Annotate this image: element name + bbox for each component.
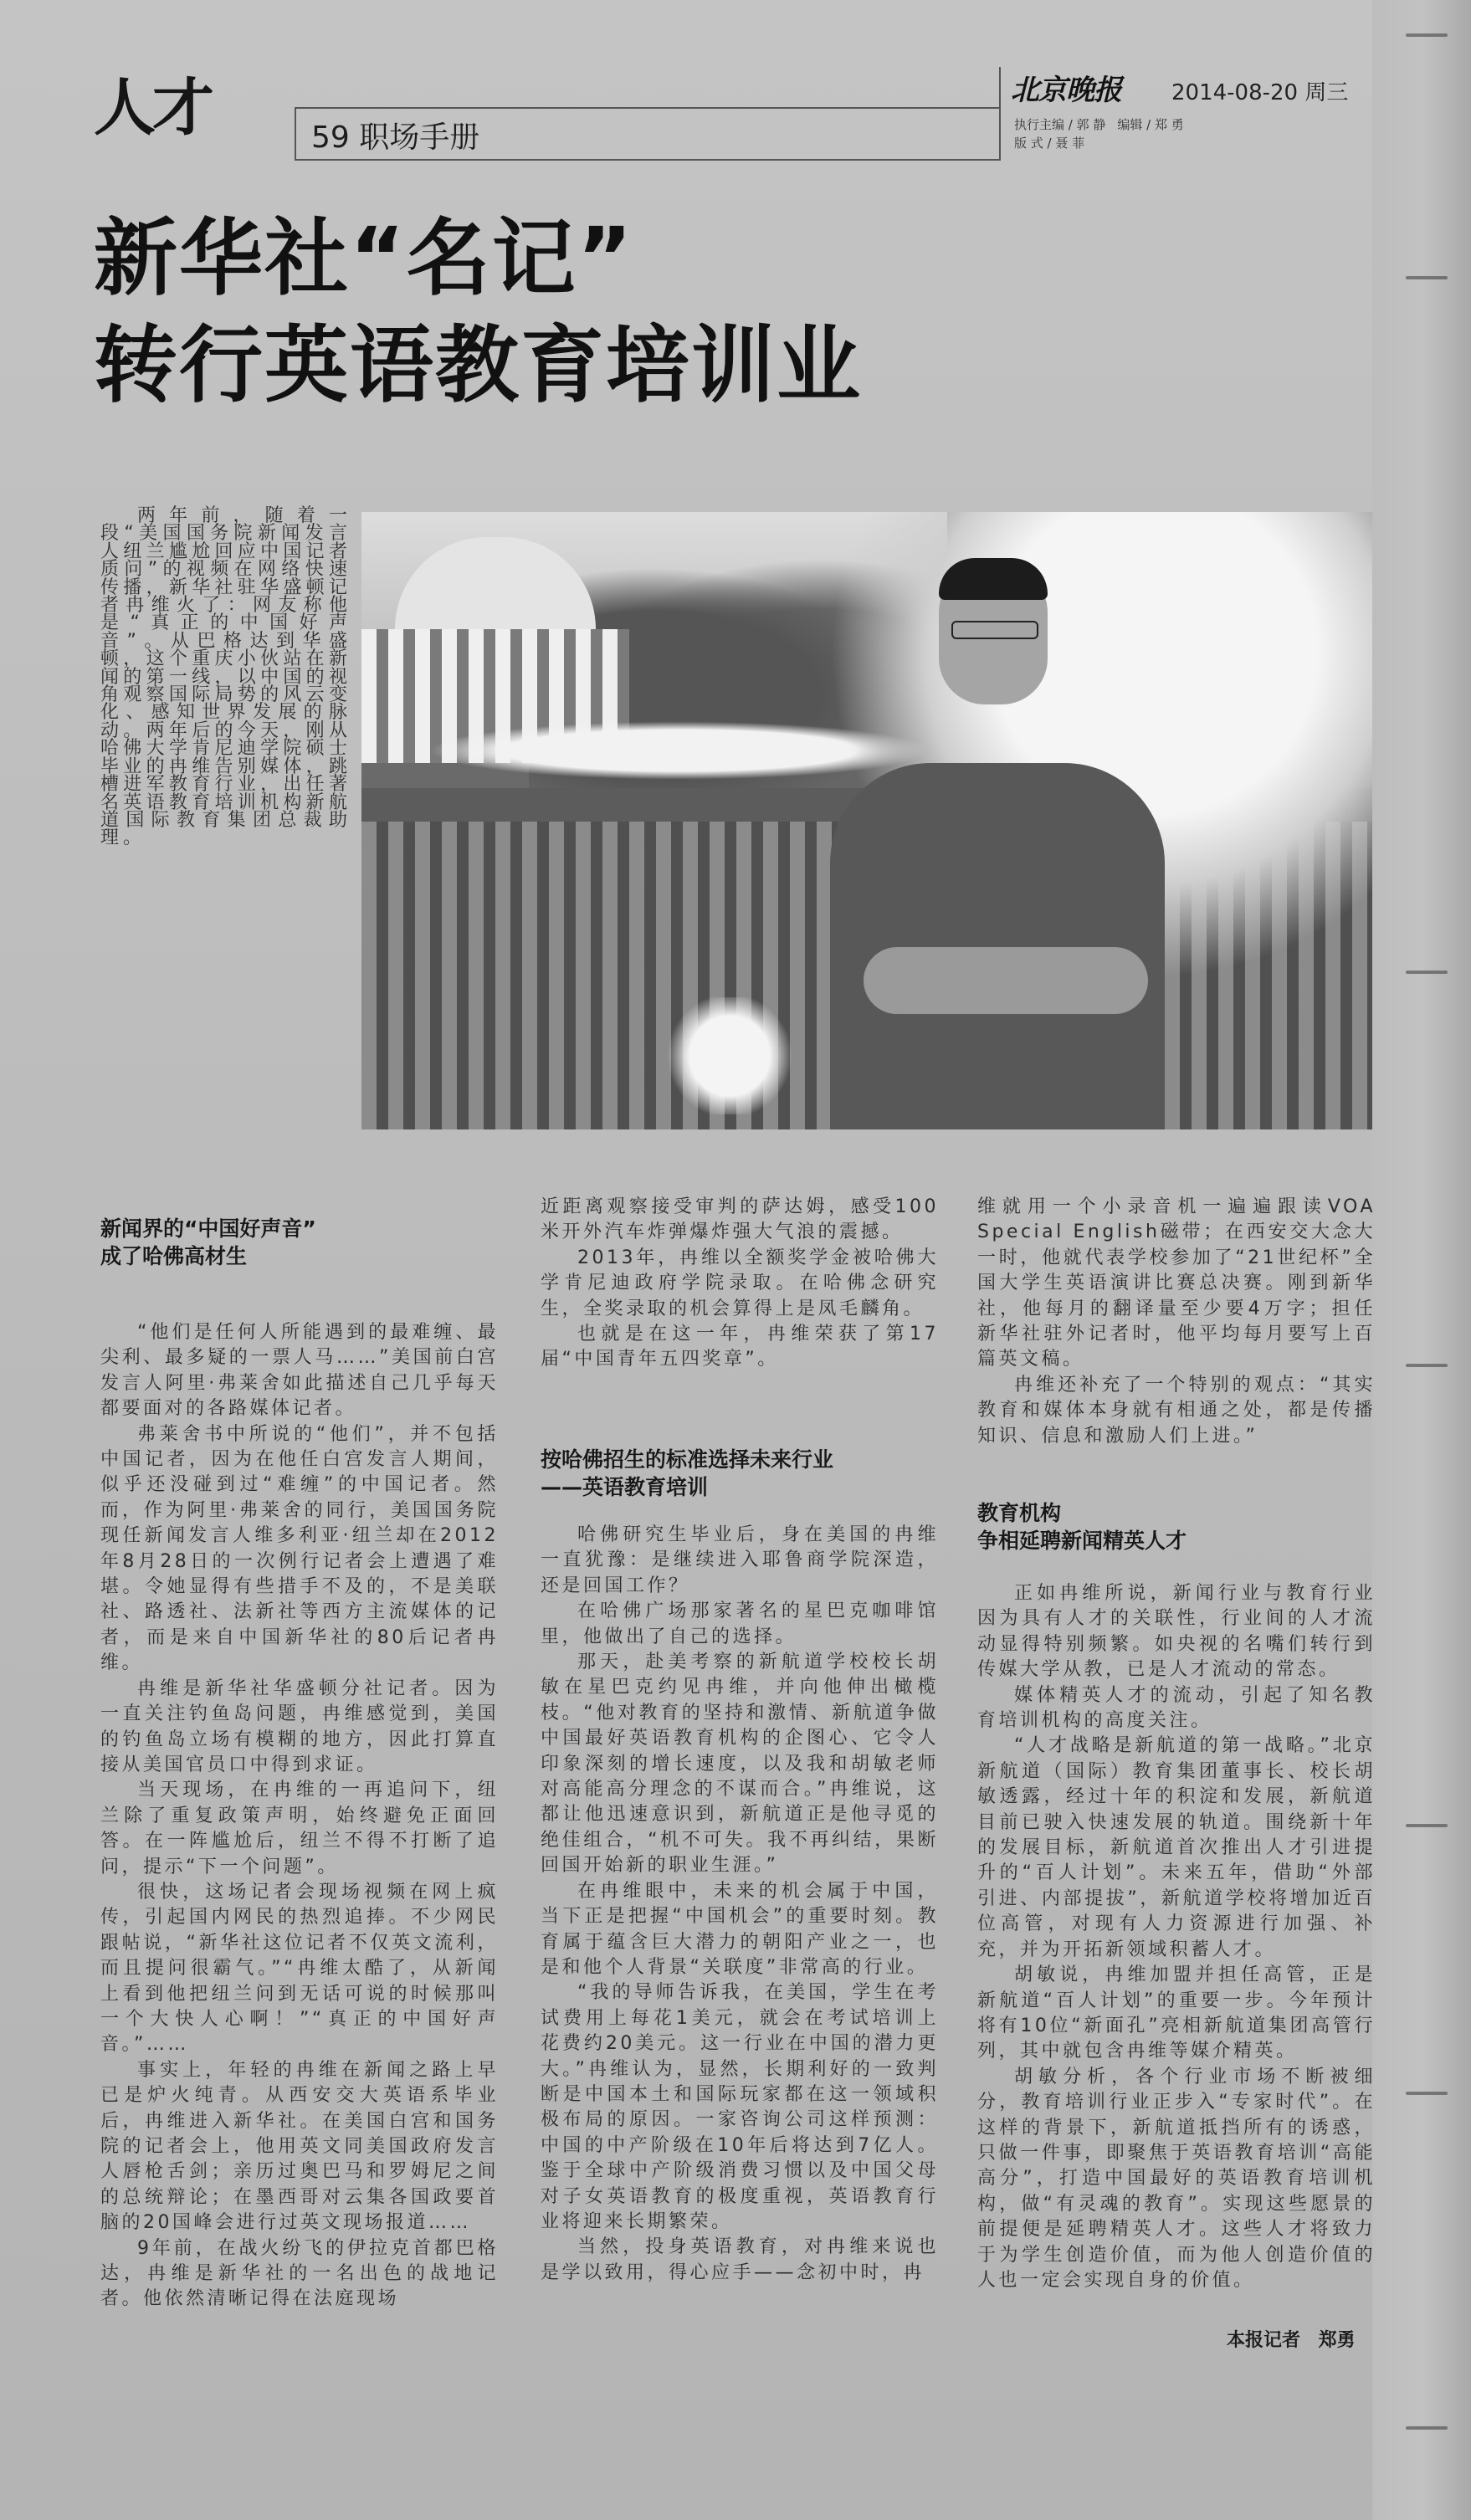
edge-mark [1406, 2092, 1448, 2095]
edge-mark [1406, 1824, 1448, 1827]
page-edge [1372, 0, 1471, 2520]
person-polo-shirt [830, 763, 1165, 1129]
column-2-top [541, 1195, 939, 1373]
edge-mark [1406, 971, 1448, 974]
headline-line-2: 转行英语教育培训业 [94, 316, 862, 414]
edge-mark [1406, 2426, 1448, 2430]
column-2-body [541, 1523, 939, 2286]
edge-mark [1406, 33, 1448, 37]
credit-layout: 版 式 / 聂 菲 [1014, 136, 1085, 151]
paragraph: 那天，赴美考察的新航道学校校长胡敏在星巴克约见冉维，并向他伸出橄榄枝。“他对教育的坚持和激情、新航道争做中国最好英语教育机构的企图心、它令人印象深刻的增长速度，以及我和胡敏老师对高能高分理念的不谋而合。”冉维说，这都让他迅速意识到，新航道正是他寻觅的绝佳组合，“机不可失。我不再纠结，果断回国开始新的职业生涯。” [541, 1652, 939, 1877]
paragraph: 哈佛研究生毕业后，身在美国的冉维一直犹豫：是继续进入耶鲁商学院深造，还是回国工作？ [541, 1524, 939, 1596]
subheading-3-line-2: 争相延聘新闻精英人才 [977, 1529, 1187, 1553]
paragraph-continued: 近距离观察接受审判的萨达姆，感受100米开外汽车炸弹爆炸强大气浪的震撼。 [541, 1196, 939, 1243]
paragraph: 胡敏说，冉维加盟并担任高管，正是新航道“百人计划”的重要一步。今年预计将有10位“新面孔”亮相新航道集团高管行列，其中就包含冉维等媒介精英。 [977, 1964, 1376, 2062]
section-name: 人才 [94, 72, 211, 144]
lead-paragraph: 两年前，随着一段“美国国务院新闻发言人纽兰尴尬回应中国记者质问”的视频在网络快速传播，新华社驻华盛顿记者冉维火了：网友称他是“真正的中国好声音”。从巴格达到华盛顿，这个重庆小伙站在新闻的第一线，以中国的视角观察国际局势的风云变化、感知世界发展的脉动。两年后的今天，刚从哈佛大学肯尼迪学院硕士毕业的冉维告别媒体，跳槽进军教育行业，出任著名英语教育培训机构新航道国际教育集团总裁助理。 [100, 505, 351, 849]
paragraph: “人才战略是新航道的第一战略。”北京新航道（国际）教育集团董事长、校长胡敏透露，经过十年的积淀和发展，新航道目前已驶入快速发展的轨道。围绕新十年的发展目标，新航道首次推出人才引进提升的“百人计划”。未来五年，借助“外部引进、内部提拔”，新航道学校将增加近百位高管，对现有人力资源进行加强、补充，并为开拓新领域积蓄人才。 [977, 1735, 1376, 1960]
headline [94, 205, 1181, 419]
subheading-3-line-1: 教育机构 [977, 1501, 1062, 1525]
subheading-1 [100, 1215, 316, 1270]
paragraph: 在哈佛广场那家著名的星巴克咖啡馆里，他做出了自己的选择。 [541, 1601, 939, 1647]
column-label: 59 职场手册 [311, 120, 480, 155]
issue-date: 2014-08-20 周三 [1171, 80, 1349, 105]
editor-credits [1014, 115, 1196, 152]
subheading-1-line-2: 成了哈佛高材生 [100, 1244, 248, 1268]
person-crossed-arms [864, 947, 1148, 1014]
paragraph: 2013年，冉维以全额奖学金被哈佛大学肯尼迪政府学院录取。在哈佛念研究生，全奖录取的机会算得上是凤毛麟角。 [541, 1247, 939, 1319]
paragraph: 正如冉维所说，新闻行业与教育行业因为具有人才的关联性，行业间的人才流动显得特别频繁。如央视的名嘴们转行到传媒大学从教，已是人才流动的常态。 [977, 1583, 1376, 1681]
portrait-photo [361, 512, 1372, 1129]
person-hair [939, 558, 1048, 600]
paragraph: “我的导师告诉我，在美国，学生在考试费用上每花1美元，就会在考试培训上花费约20美元。这一行业在中国的潜力更大。”冉维认为，显然，长期利好的一致判断是中国本土和国际玩家都在这一领域积极布局的原因。一家咨询公司这样预测：中国的中产阶级在10年后将达到7亿人。鉴于全球中产阶级消费习惯以及中国父母对子女英语教育的极度重视，英语教育行业将迎来长期繁荣。 [541, 1982, 939, 2232]
paragraph: 当天现场，在冉维的一再追问下，纽兰除了重复政策声明，始终避免正面回答。在一阵尴尬后，纽兰不得不打断了追问，提示“下一个问题”。 [100, 1780, 499, 1877]
paragraph: 媒体精英人才的流动，引起了知名教育培训机构的高度关注。 [977, 1684, 1376, 1732]
credit-editor-in-chief: 执行主编 / 郭 静 [1014, 117, 1106, 132]
byline: 本报记者 郑勇 [1227, 2330, 1356, 2351]
paragraph: 很快，这场记者会现场视频在网上疯传，引起国内网民的热烈追捧。不少网民跟帖说，“新华社这位记者不仅英文流利，而且提问很霸气。”“冉维太酷了，从新闻上看到他把纽兰问到无话可说的时候那叫一个大快人心啊！”“真正的中国好声音。”…… [100, 1881, 499, 2056]
subheading-3 [977, 1499, 1187, 1555]
subheading-2 [541, 1446, 833, 1501]
paragraph: 冉维是新华社华盛顿分社记者。因为一直关注钓鱼岛问题，冉维感觉到，美国的钓鱼岛立场有模糊的地方，因此打算直接从美国官员口中得到求证。 [100, 1677, 499, 1775]
cherry-blossoms-branch [663, 997, 797, 1114]
column-1-body [100, 1320, 499, 2313]
paragraph: 在冉维眼中，未来的机会属于中国，当下正是把握“中国机会”的重要时刻。教育属于蕴含巨大潜力的朝阳产业之一，也是和他个人背景“关联度”非常高的行业。 [541, 1880, 939, 1978]
paragraph: 当然，投身英语教育，对冉维来说也是学以致用，得心应手——念初中时，冉 [541, 2236, 939, 2283]
subheading-1-line-1: 新闻界的“中国好声音” [100, 1216, 316, 1241]
glasses-icon [951, 621, 1038, 639]
edge-mark [1406, 276, 1448, 279]
paragraph-continued: 维就用一个小录音机一遍遍跟读VOA Special English磁带；在西安交大念大一时，他就代表学校参加了“21世纪杯”全国大学生英语演讲比赛总决赛。刚到新华社，他每月的翻译量至少要4万字；担任新华社驻外记者时，他平均每月要写上百篇英文稿。 [977, 1196, 1376, 1370]
paragraph: 事实上，年轻的冉维在新闻之路上早已是炉火纯青。从西安交大英语系毕业后，冉维进入新华社。在美国白宫和国务院的记者会上，他用英文同美国政府发言人唇枪舌剑；亲历过奥巴马和罗姆尼之间的总统辩论；在墨西哥对云集各国政要首脑的20国峰会进行过英文现场报道…… [100, 2059, 499, 2234]
subheading-2-line-2: ——英语教育培训 [541, 1475, 709, 1499]
paragraph: “他们是任何人所能遇到的最难缠、最尖利、最多疑的一票人马……”美国前白宫发言人阿里·弗莱舍如此描述自己几乎每天都要面对的各路媒体记者。 [100, 1322, 499, 1420]
paper-name: 北京晚报 [1011, 74, 1121, 107]
headline-line-1: 新华社“名记” [94, 209, 634, 307]
credit-editor: 编辑 / 郑 勇 [1117, 117, 1184, 132]
paragraph: 胡敏分析，各个行业市场不断被细分，教育培训行业正步入“专家时代”。在这样的背景下，新航道抵挡所有的诱惑，只做一件事，即聚焦于英语教育培训“高能高分”，打造中国最好的英语教育培训机构，做“有灵魂的教育”。实现这些愿景的前提便是延聘精英人才。这些人才将致力于为学生创造价值，而为他人创造价值的人也一定会实现自身的价值。 [977, 2066, 1376, 2291]
edge-mark [1406, 1364, 1448, 1367]
paragraph: 弗莱舍书中所说的“他们”，并不包括中国记者，因为在他任白宫发言人期间，似乎还没碰到过“难缠”的中国记者。然而，作为阿里·弗莱舍的同行，美国国务院现任新闻发言人维多利亚·纽兰却在2012年8月28日的一次例行记者会上遭遇了难堪。令她显得有些措手不及的，不是美联社、路透社、法新社等西方主流媒体的记者，而是来自中国新华社的80后记者冉维。 [100, 1423, 499, 1674]
column-3-top [977, 1195, 1376, 1449]
paragraph: 冉维还补充了一个特别的观点：“其实教育和媒体本身就有相通之处，都是传播知识、信息和激励人们上进。” [977, 1374, 1376, 1447]
subheading-2-line-1: 按哈佛招生的标准选择未来行业 [541, 1447, 834, 1472]
paragraph: 9年前，在战火纷飞的伊拉克首都巴格达，冉维是新华社的一名出色的战地记者。他依然清晰记得在法庭现场 [100, 2237, 499, 2310]
column-3-body [977, 1581, 1376, 2293]
paragraph: 也就是在这一年，冉维荣获了第17届“中国青年五四奖章”。 [541, 1324, 939, 1370]
